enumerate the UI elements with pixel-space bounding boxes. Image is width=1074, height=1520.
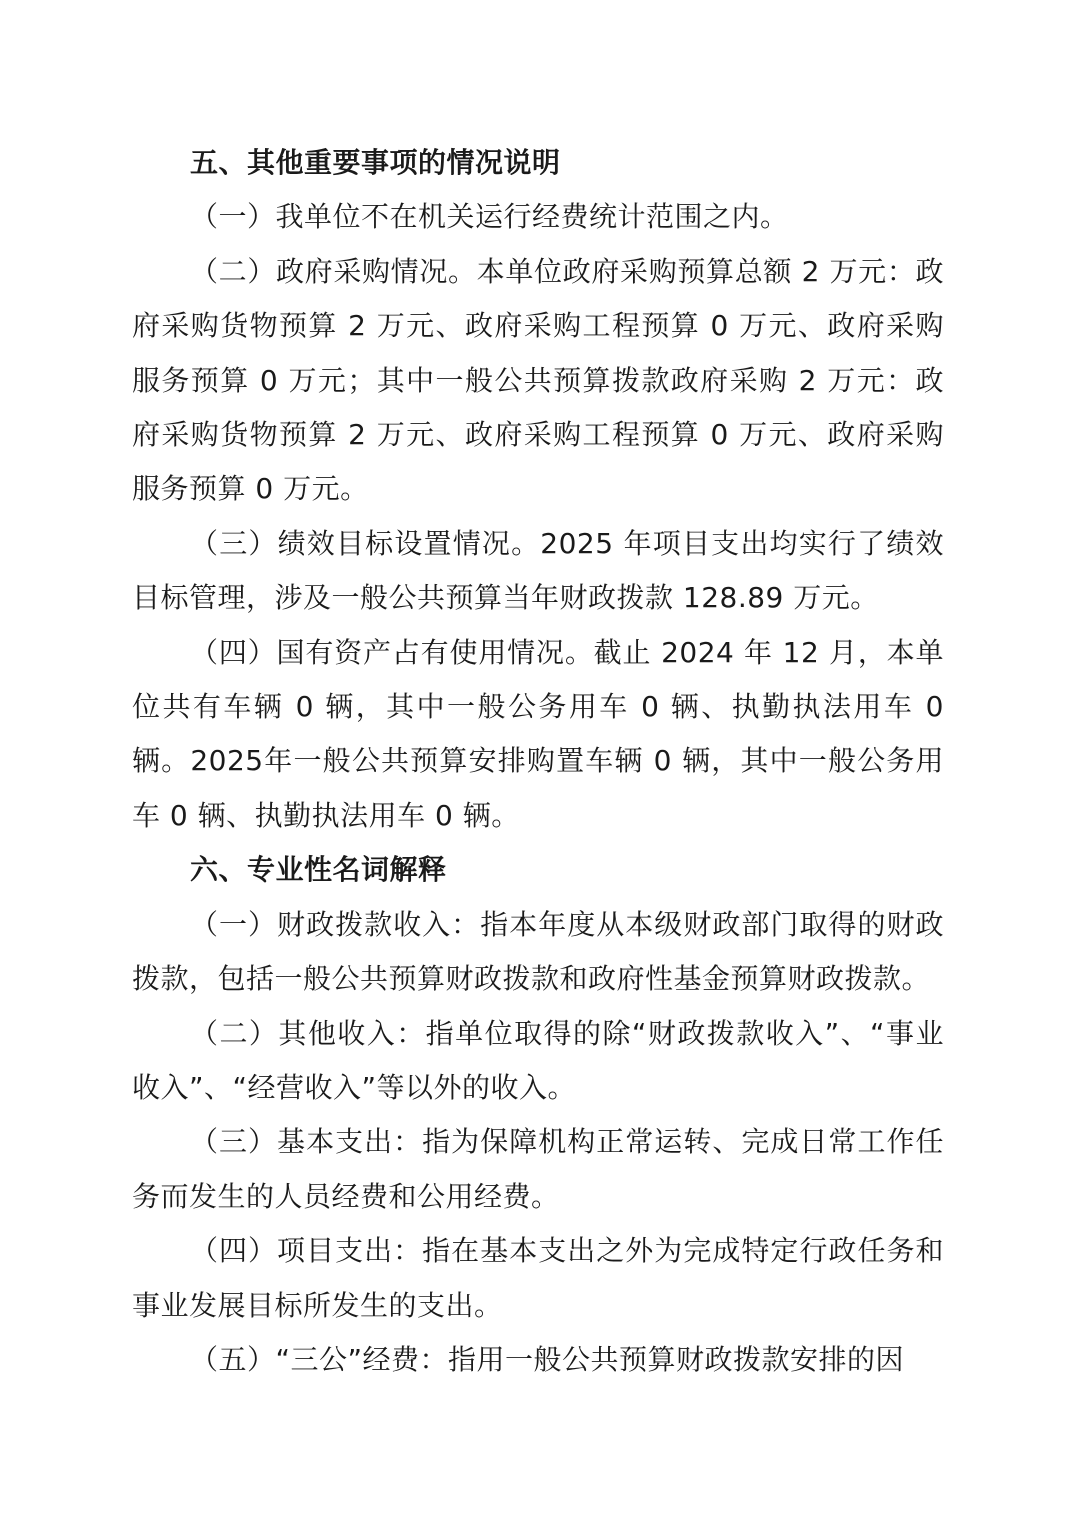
paragraph-other-income: （二）其他收入：指单位取得的除“财政拨款收入”、“事业收入”、“经营收入”等以外的收入。 [132,1016,944,1104]
document-body [132,136,944,1387]
paragraph-state-assets: （四）国有资产占有使用情况。截止 2024 年 12 月，本单位共有车辆 0 辆，其中一般公务用车 0 辆、执勤执法用车 0 辆。2025年一般公共预算安排购置车辆 0 辆，其中一般公务用车 0 辆、执勤执法用车 0 辆。 [132,635,944,832]
paragraph-performance-targets: （三）绩效目标设置情况。2025 年项目支出均实行了绩效目标管理，涉及一般公共预算当年财政拨款 128.89 万元。 [132,526,944,615]
section-6-heading: 六、专业性名词解释 [190,853,447,887]
section-5-heading: 五、其他重要事项的情况说明 [190,146,561,179]
paragraph-basic-expenditure: （三）基本支出：指为保障机构正常运转、完成日常工作任务而发生的人员经费和公用经费。 [132,1125,944,1213]
paragraph-operating-expenses: （一）我单位不在机关运行经费统计范围之内。 [190,200,789,234]
paragraph-fiscal-appropriation-income: （一）财政拨款收入：指本年度从本级财政部门取得的财政拨款，包括一般公共预算财政拨款和政府性基金预算财政拨款。 [132,907,944,996]
paragraph-project-expenditure: （四）项目支出：指在基本支出之外为完成特定行政任务和事业发展目标所发生的支出。 [132,1234,944,1322]
paragraph-government-procurement: （二）政府采购情况。本单位政府采购预算总额 2 万元：政府采购货物预算 2 万元、政府采购工程预算 0 万元、政府采购服务预算 0 万元；其中一般公共预算拨款政府采购 2 万元：政府采购货物预算 2 万元、政府采购工程预算 0 万元、政府采购服务预算 0 万元。 [132,254,944,506]
paragraph-three-public-expenses: （五）“三公”经费：指用一般公共预算财政拨款安排的因 [190,1342,905,1376]
